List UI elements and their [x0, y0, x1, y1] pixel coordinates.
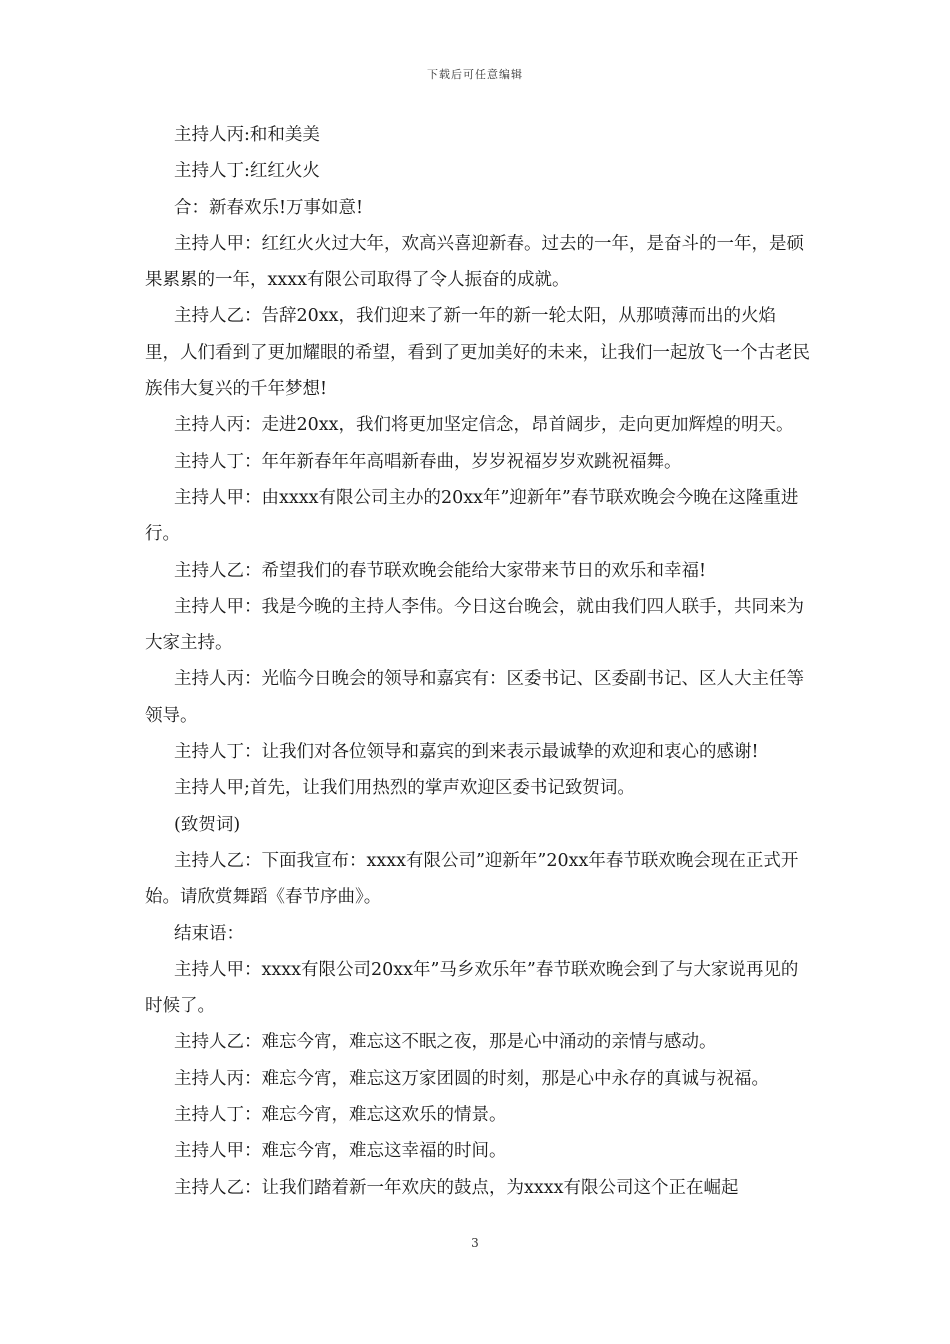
page-header-note: 下载后可任意编辑 — [427, 68, 523, 81]
paragraph: 主持人丙：难忘今宵，难忘这万家团圆的时刻，那是心中永存的真诚与祝福。 — [174, 1068, 769, 1089]
paragraph: 主持人乙：让我们踏着新一年欢庆的鼓点，为xxxx有限公司这个正在崛起 — [174, 1177, 739, 1198]
paragraph: 主持人乙：告辞20xx，我们迎来了新一年的新一轮太阳，从那喷薄而出的火焰里，人们看到了更加耀眼的希望，看到了更加美好的未来，让我们一起放飞一个古老民族伟大复兴的千年梦想! — [145, 306, 810, 400]
paragraph: 主持人丙:和和美美 — [174, 125, 320, 145]
paragraph: 主持人甲：xxxx有限公司20xx年”马乡欢乐年”春节联欢晚会到了与大家说再见的时候了。 — [145, 959, 799, 1017]
paragraph: 主持人乙：难忘今宵，难忘这不眠之夜，那是心中涌动的亲情与感动。 — [174, 1032, 717, 1053]
paragraph: 主持人丁：年年新春年年高唱新春曲，岁岁祝福岁岁欢跳祝福舞。 — [174, 451, 682, 472]
paragraph: 主持人甲;首先，让我们用热烈的掌声欢迎区委书记致贺词。 — [174, 778, 635, 799]
paragraph: 合：新春欢乐!万事如意! — [174, 197, 364, 218]
document-body — [145, 117, 810, 1206]
paragraph: 主持人甲：难忘今宵，难忘这幸福的时间。 — [174, 1141, 507, 1162]
paragraph: 主持人甲：红红火火过大年，欢高兴喜迎新春。过去的一年，是奋斗的一年，是硕果累累的一年，xxxx有限公司取得了令人振奋的成就。 — [145, 233, 804, 291]
paragraph: 主持人甲：我是今晚的主持人李伟。今日这台晚会，就由我们四人联手，共同来为大家主持。 — [145, 596, 804, 654]
page-number: 3 — [471, 1236, 479, 1250]
paragraph: 主持人乙：下面我宣布：xxxx有限公司”迎新年”20xx年春节联欢晚会现在正式开始。请欣赏舞蹈《春节序曲》。 — [145, 850, 799, 908]
paragraph: (致贺词) — [174, 814, 241, 835]
paragraph: 主持人丁：难忘今宵，难忘这欢乐的情景。 — [174, 1105, 507, 1126]
paragraph: 主持人乙：希望我们的春节联欢晚会能给大家带来节日的欢乐和幸福! — [174, 560, 707, 581]
section-heading-closing: 结束语： — [174, 923, 244, 944]
paragraph: 主持人丙：走进20xx，我们将更加坚定信念，昂首阔步，走向更加辉煌的明天。 — [174, 415, 794, 436]
paragraph: 主持人甲：由xxxx有限公司主办的20xx年”迎新年”春节联欢晚会今晚在这隆重进行。 — [145, 487, 799, 545]
paragraph: 主持人丁:红红火火 — [174, 161, 320, 182]
paragraph: 主持人丙：光临今日晚会的领导和嘉宾有：区委书记、区委副书记、区人大主任等领导。 — [145, 669, 804, 726]
paragraph: 主持人丁：让我们对各位领导和嘉宾的到来表示最诚挚的欢迎和衷心的感谢! — [174, 742, 759, 763]
